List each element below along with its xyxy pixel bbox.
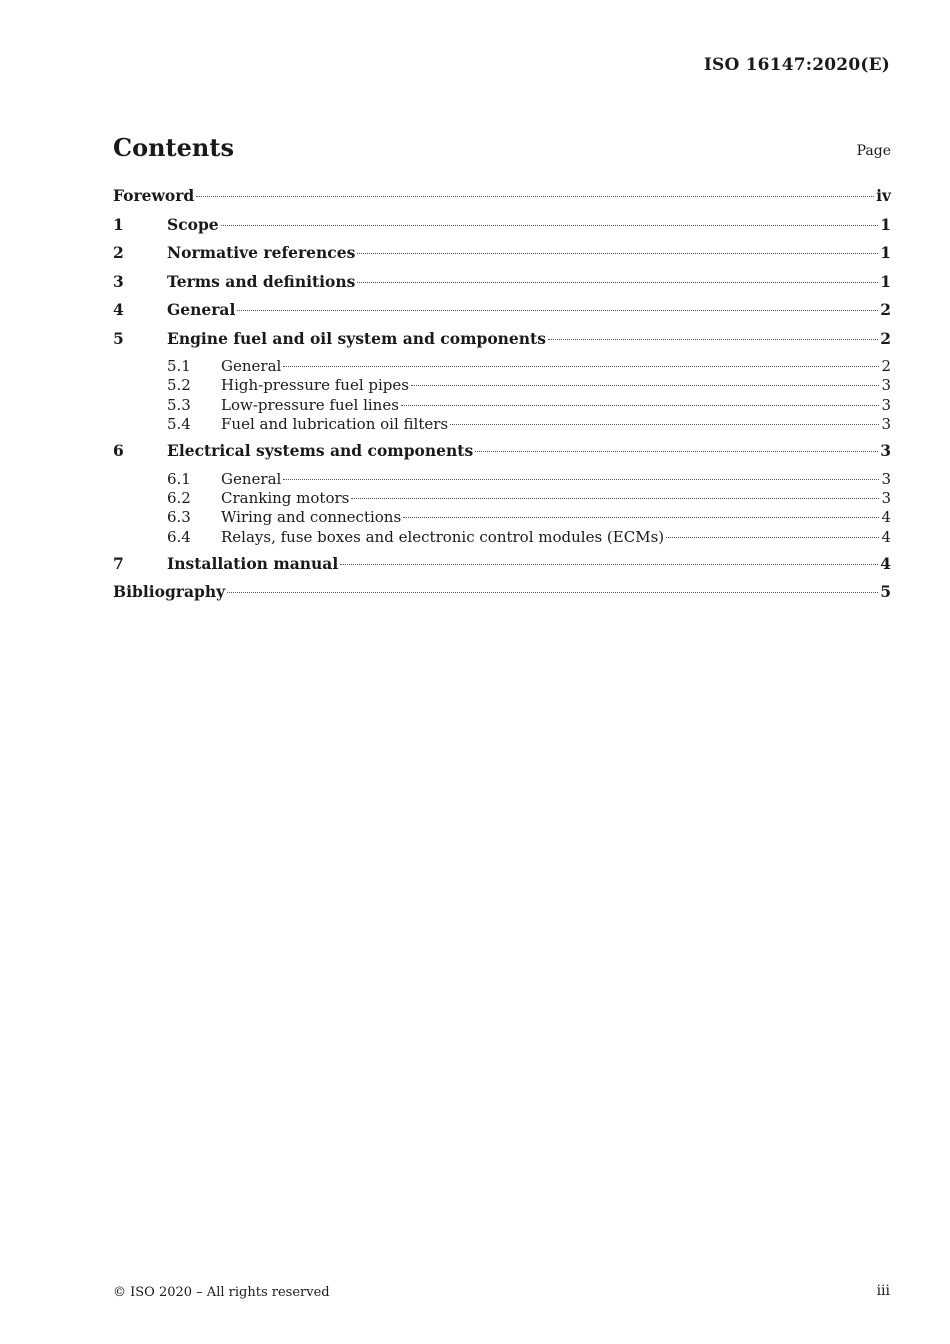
dot-leader bbox=[357, 282, 878, 283]
toc-entry[interactable] bbox=[113, 329, 891, 358]
toc-entry-title: Engine fuel and oil system and components bbox=[167, 328, 546, 348]
dot-leader bbox=[283, 479, 879, 480]
toc-entry-title: Low-pressure fuel lines bbox=[221, 395, 399, 414]
toc-entry-number: 5 bbox=[113, 328, 124, 348]
toc-entry-number: 4 bbox=[113, 300, 124, 319]
toc-entry-number: 5.3 bbox=[167, 395, 191, 414]
toc-entry[interactable] bbox=[113, 582, 891, 611]
dot-leader bbox=[227, 592, 878, 593]
toc-entry-title: Wiring and connections bbox=[221, 508, 402, 527]
toc-entry-page: 3 bbox=[880, 441, 891, 461]
document-id: ISO 16147:2020(E) bbox=[703, 55, 890, 75]
toc-entry[interactable] bbox=[113, 300, 891, 329]
toc-entry-page: 1 bbox=[880, 271, 891, 291]
toc-entry[interactable] bbox=[113, 186, 891, 215]
dot-leader bbox=[401, 405, 880, 406]
dot-leader bbox=[196, 196, 874, 197]
toc-entry-page: 3 bbox=[881, 376, 891, 395]
toc-entry-page: 4 bbox=[880, 553, 891, 573]
contents-title: Contents bbox=[113, 133, 234, 162]
toc-entry-number: 2 bbox=[113, 243, 124, 262]
toc-entry-number: 6.1 bbox=[167, 469, 191, 488]
dot-leader bbox=[283, 366, 879, 367]
page-column-label: Page bbox=[856, 143, 891, 159]
toc-entry-page: 1 bbox=[880, 243, 891, 262]
toc-entry-title: Cranking motors bbox=[221, 489, 350, 508]
toc-entry-number: 5.1 bbox=[167, 357, 191, 375]
toc-entry-number: 6 bbox=[113, 441, 124, 461]
toc-entry[interactable] bbox=[113, 441, 891, 470]
toc-entry-page: 5 bbox=[880, 582, 891, 602]
toc-entry-page: iv bbox=[876, 186, 891, 205]
toc-entry-title: Relays, fuse boxes and electronic control modules (ECMs) bbox=[221, 527, 665, 546]
toc-entry-number: 5.4 bbox=[167, 415, 191, 434]
dot-leader bbox=[666, 537, 879, 538]
toc-entry-page: 1 bbox=[880, 214, 891, 234]
toc-entry[interactable] bbox=[113, 243, 891, 272]
toc-entry[interactable] bbox=[113, 554, 891, 583]
toc-entry[interactable] bbox=[113, 528, 891, 554]
toc-entry-number: 7 bbox=[113, 553, 124, 573]
dot-leader bbox=[351, 498, 879, 499]
toc-entry-page: 3 bbox=[881, 469, 891, 488]
toc-entry-page: 4 bbox=[881, 508, 891, 527]
toc-entry[interactable] bbox=[113, 470, 891, 489]
toc-entry-page: 3 bbox=[881, 489, 891, 508]
toc-entry[interactable] bbox=[113, 415, 891, 441]
toc-entry[interactable] bbox=[113, 357, 891, 376]
toc-entry-title: High-pressure fuel pipes bbox=[221, 376, 409, 395]
toc-entry[interactable] bbox=[113, 396, 891, 415]
toc-entry-number: 3 bbox=[113, 271, 124, 291]
toc-entry[interactable] bbox=[113, 508, 891, 527]
table-of-contents bbox=[113, 186, 891, 611]
toc-entry-number: 6.2 bbox=[167, 489, 191, 508]
toc-entry-title: Terms and definitions bbox=[167, 271, 356, 291]
toc-entry[interactable] bbox=[113, 376, 891, 395]
toc-entry-title: Bibliography bbox=[113, 582, 226, 602]
dot-leader bbox=[403, 517, 879, 518]
toc-entry-page: 2 bbox=[881, 357, 891, 375]
dot-leader bbox=[548, 339, 878, 340]
toc-entry-number: 6.4 bbox=[167, 527, 191, 546]
toc-entry-page: 3 bbox=[881, 395, 891, 414]
toc-entry-page: 3 bbox=[881, 415, 891, 434]
dot-leader bbox=[450, 424, 879, 425]
toc-entry-title: Normative references bbox=[167, 243, 356, 262]
toc-entry-page: 2 bbox=[880, 328, 891, 348]
toc-entry-page: 2 bbox=[880, 300, 891, 319]
dot-leader bbox=[411, 385, 879, 386]
toc-entry-title: General bbox=[221, 469, 282, 488]
dot-leader bbox=[221, 225, 879, 226]
toc-entry-number: 6.3 bbox=[167, 508, 191, 527]
dot-leader bbox=[475, 451, 878, 452]
toc-entry-title: Electrical systems and components bbox=[167, 441, 474, 461]
toc-entry-title: Foreword bbox=[113, 186, 195, 205]
toc-entry-title: Fuel and lubrication oil filters bbox=[221, 415, 449, 434]
toc-entry-title: General bbox=[221, 357, 282, 375]
dot-leader bbox=[237, 310, 878, 311]
footer-copyright: © ISO 2020 – All rights reserved bbox=[113, 1285, 330, 1300]
toc-entry-page: 4 bbox=[881, 527, 891, 546]
toc-entry-title: General bbox=[167, 300, 236, 319]
toc-entry[interactable] bbox=[113, 489, 891, 508]
toc-entry[interactable] bbox=[113, 215, 891, 244]
toc-entry[interactable] bbox=[113, 272, 891, 301]
toc-entry-title: Installation manual bbox=[167, 553, 339, 573]
footer-page-number: iii bbox=[876, 1283, 890, 1299]
dot-leader bbox=[340, 564, 878, 565]
toc-entry-number: 5.2 bbox=[167, 376, 191, 395]
dot-leader bbox=[357, 253, 878, 254]
toc-entry-title: Scope bbox=[167, 214, 219, 234]
toc-entry-number: 1 bbox=[113, 214, 124, 234]
